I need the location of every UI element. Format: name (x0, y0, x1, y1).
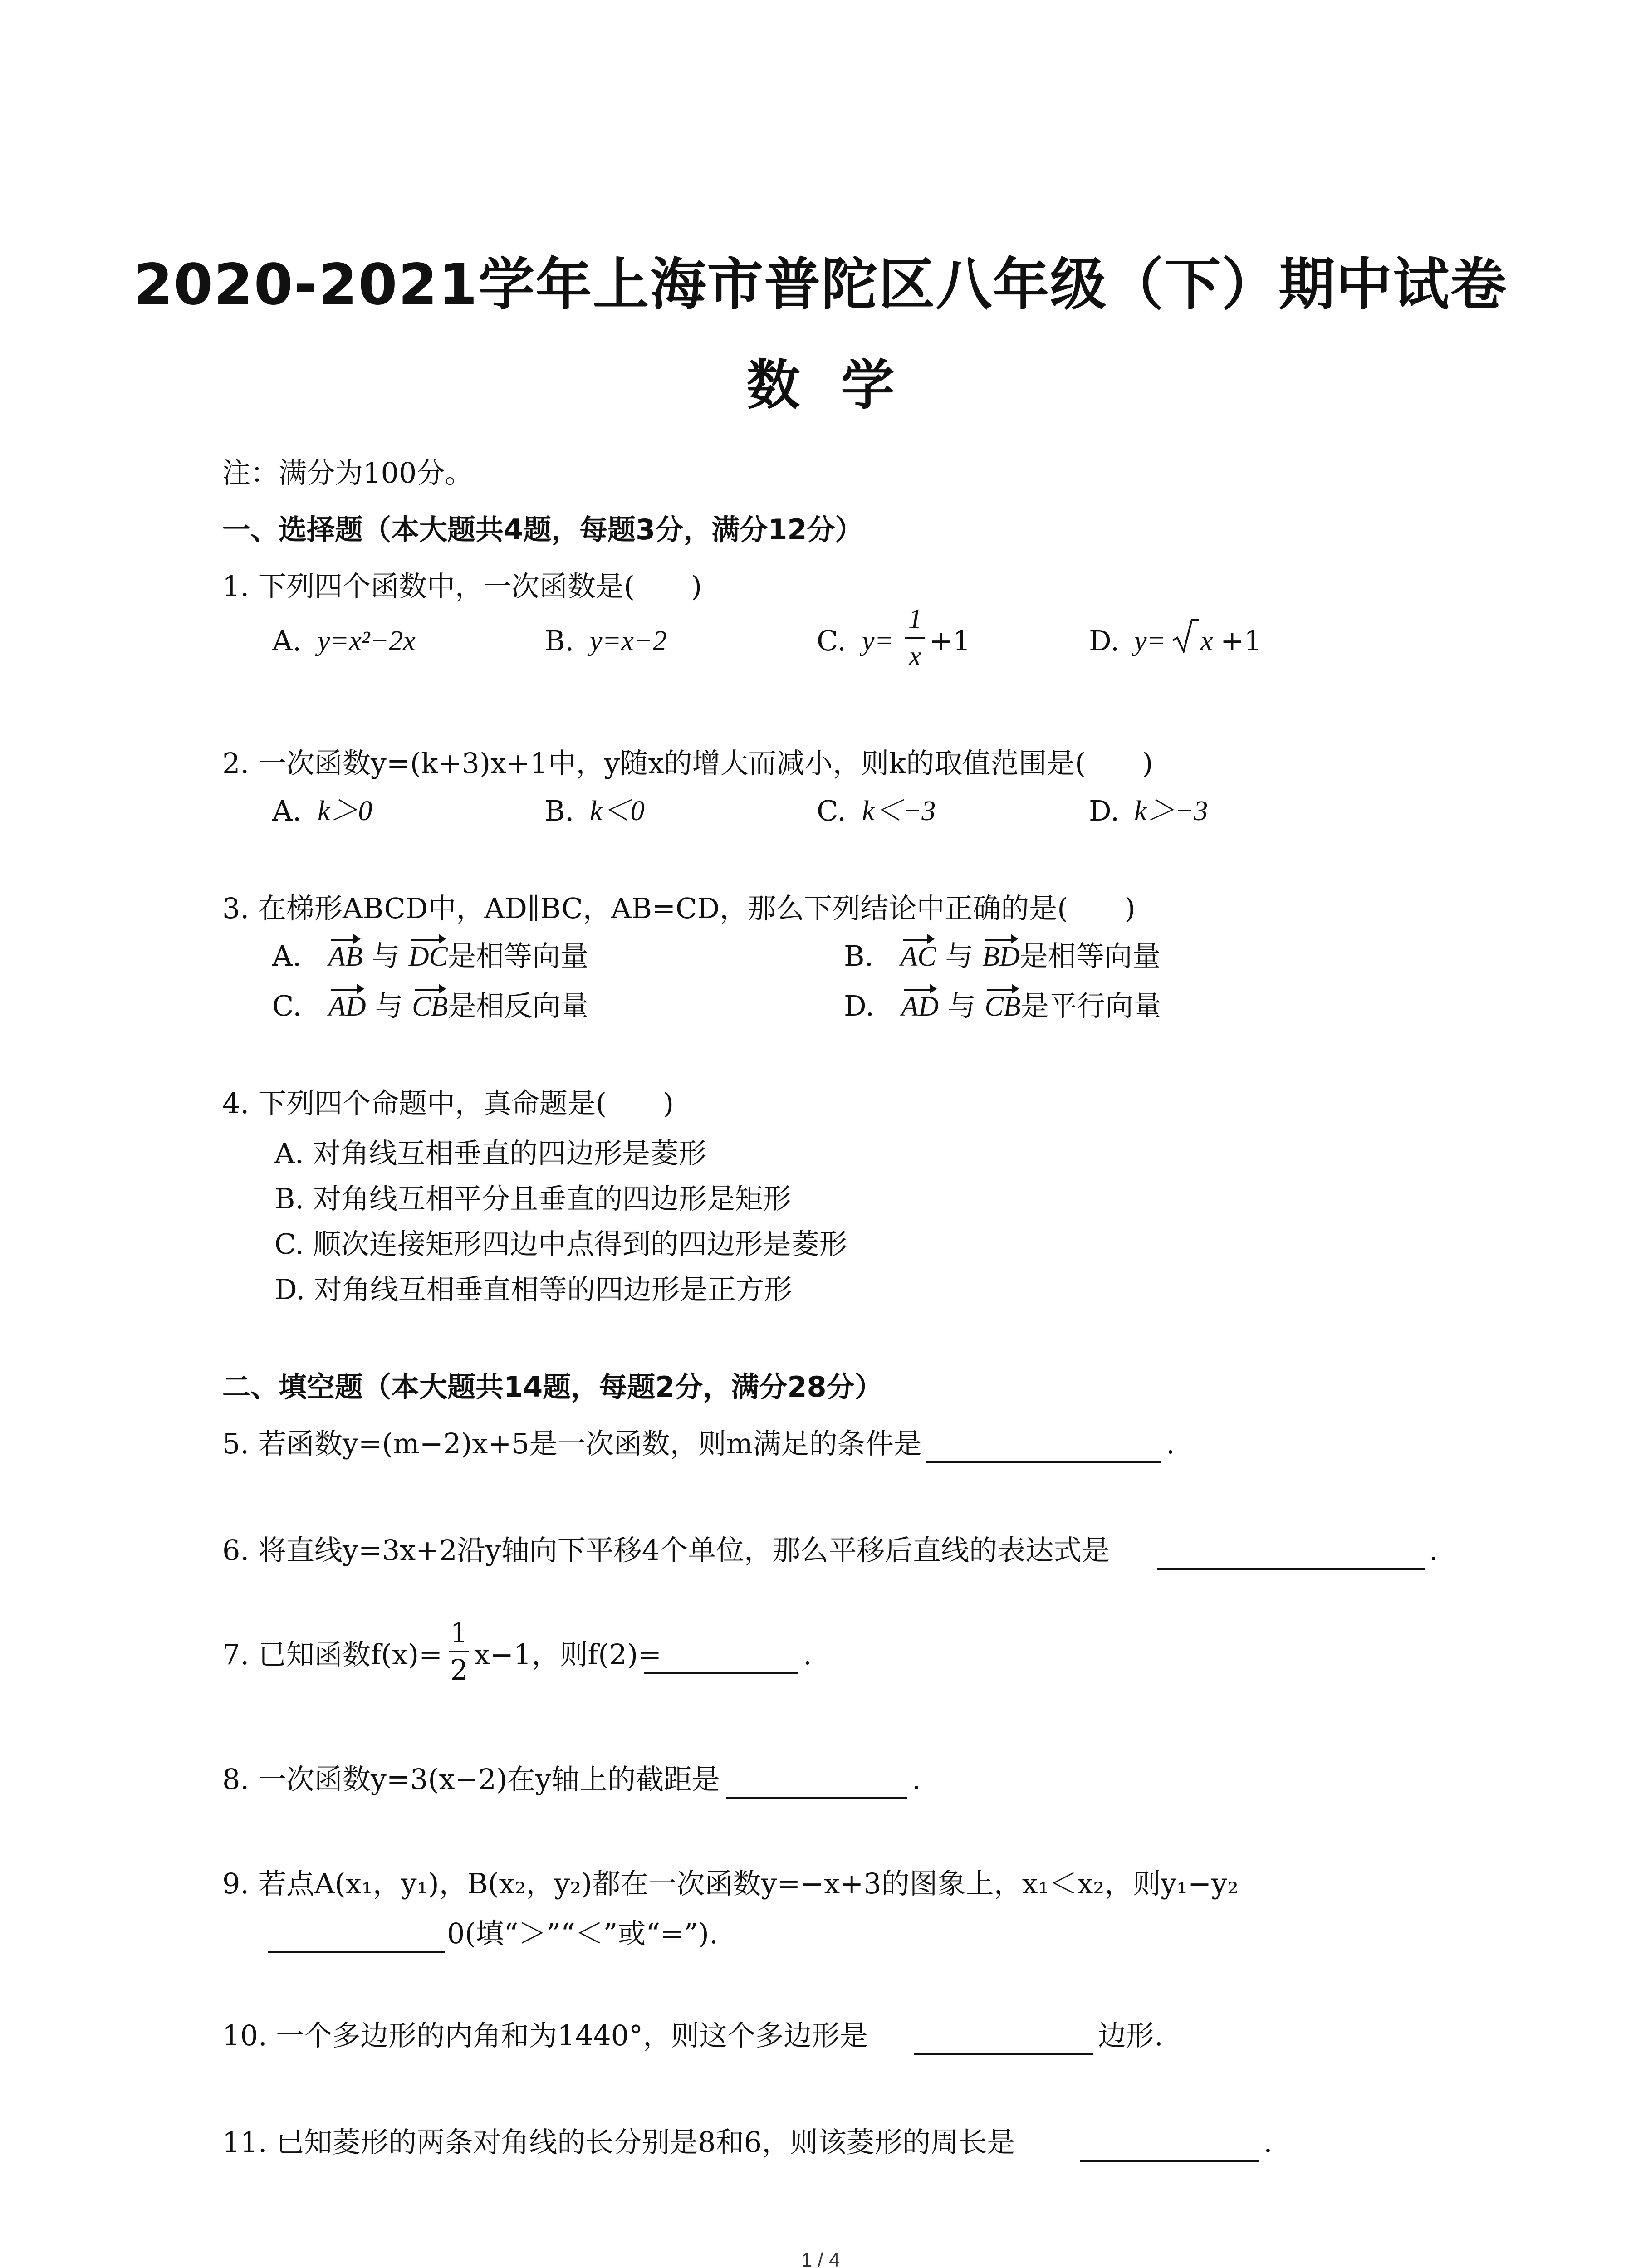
q4-option-b: B. 对角线互相平分且垂直的四边形是矩形 (274, 1182, 791, 1215)
section1-heading: 一、选择题（本大题共4题，每题3分，满分12分） (222, 513, 863, 546)
vector-bd: BD (982, 937, 1020, 976)
q1-c-label: C. (817, 624, 846, 657)
q4-option-c: C. 顺次连接矩形四边中点得到的四边形是菱形 (274, 1227, 847, 1261)
q7-numerator: 1 (450, 1616, 468, 1649)
q11-end: . (1264, 2126, 1273, 2159)
vector-cb: CB (985, 987, 1020, 1026)
q1-d-radicand: x (1200, 626, 1213, 656)
page-subtitle: 数学 (746, 354, 936, 416)
q3-option-d: D. AD 与 CB是平行向量 (844, 987, 1161, 1026)
vector-cb: CB (412, 987, 448, 1026)
q8-answer-blank[interactable] (726, 1797, 907, 1799)
q4-stem: 4. 下列四个命题中，真命题是( ) (222, 1087, 674, 1120)
q7-end: . (803, 1638, 812, 1671)
q1-b-text: y=x−2 (590, 626, 667, 656)
q5-text: 5. 若函数y=(m−2)x+5是一次函数，则m满足的条件是 (222, 1427, 922, 1460)
q4-option-d: D. 对角线互相垂直相等的四边形是正方形 (274, 1273, 792, 1306)
q6-end: . (1429, 1534, 1438, 1567)
q7-answer-blank[interactable] (644, 1672, 798, 1674)
q1-d-pre: y= (1134, 626, 1166, 656)
q5-end: . (1166, 1427, 1175, 1460)
q1-a-label: A. (272, 624, 302, 657)
q8-text: 8. 一次函数y=3(x−2)在y轴上的截距是 (222, 1763, 720, 1796)
q5-answer-blank[interactable] (926, 1461, 1161, 1463)
section2-heading: 二、填空题（本大题共14题，每题2分，满分28分） (222, 1370, 883, 1403)
q9-line2: 0(填“＞”“＜”或“=”). (447, 1917, 718, 1950)
q2-b-text: k＜0 (590, 796, 645, 826)
q3-option-a: A. AB 与 DC是相等向量 (272, 937, 588, 976)
score-note: 注：满分为100分。 (222, 456, 473, 489)
q2-c-text: k＜−3 (862, 796, 936, 826)
q10-text: 10. 一个多边形的内角和为1440°，则这个多边形是 (222, 2019, 868, 2052)
q3-option-b: B. AC 与 BD是相等向量 (844, 937, 1161, 976)
q1-c-post: +1 (929, 624, 971, 657)
vector-ad: AD (901, 987, 939, 1026)
q1-a-text: y=x²−2x (318, 626, 416, 656)
q9-line1: 9. 若点A(x₁，y₁)，B(x₂，y₂)都在一次函数y=−x+3的图象上，x₁＜x₂，则y₁−y₂ (222, 1867, 1239, 1900)
vector-ab: AB (328, 937, 363, 976)
q1-c-numerator: 1 (908, 604, 922, 635)
q4-option-a: A. 对角线互相垂直的四边形是菱形 (274, 1137, 707, 1170)
q7-pre: 7. 已知函数f(x)= (222, 1638, 443, 1671)
q3-option-c: C. AD 与 CB是相反向量 (272, 987, 588, 1026)
q10-end: 边形. (1098, 2019, 1163, 2052)
q7-denominator: 2 (450, 1653, 468, 1686)
q2-d-text: k＞−3 (1134, 796, 1208, 826)
q1-d-post: +1 (1220, 624, 1262, 657)
q2-c-label: C. (817, 794, 846, 827)
q8-end: . (912, 1763, 921, 1796)
q11-answer-blank[interactable] (1080, 2160, 1259, 2162)
vector-ad: AD (328, 987, 366, 1026)
q6-answer-blank[interactable] (1157, 1568, 1425, 1570)
q1-c-denominator: x (909, 641, 921, 672)
q6-text: 6. 将直线y=3x+2沿y轴向下平移4个单位，那么平移后直线的表达式是 (222, 1534, 1110, 1567)
q7-post: x−1，则f(2)= (474, 1638, 662, 1671)
q3-stem: 3. 在梯形ABCD中，AD∥BC，AB=CD，那么下列结论中正确的是( ) (222, 892, 1136, 925)
q2-stem: 2. 一次函数y=(k+3)x+1中，y随x的增大而减小，则k的取值范围是( ) (222, 747, 1153, 780)
q1-b-label: B. (544, 624, 574, 657)
vector-ac: AC (900, 937, 936, 976)
q11-text: 11. 已知菱形的两条对角线的长分别是8和6，则该菱形的周长是 (222, 2126, 1015, 2159)
vector-dc: DC (409, 937, 448, 976)
q1-c-pre: y= (862, 626, 894, 656)
sqrt-sign-icon (1172, 618, 1199, 654)
q2-d-label: D. (1089, 794, 1120, 827)
q9-answer-blank[interactable] (268, 1951, 445, 1953)
q1-d-label: D. (1089, 624, 1120, 657)
page-title: 2020-2021学年上海市普陀区八年级（下）期中试卷 (133, 252, 1508, 318)
q1-stem: 1. 下列四个函数中，一次函数是( ) (222, 570, 702, 603)
q10-answer-blank[interactable] (914, 2053, 1093, 2055)
q2-a-text: k＞0 (318, 796, 372, 826)
q2-a-label: A. (272, 794, 302, 827)
page-number: 1 / 4 (801, 2249, 840, 2268)
q2-b-label: B. (544, 794, 574, 827)
q7-fraction (449, 1617, 469, 1686)
q1-c-fraction (905, 603, 925, 672)
